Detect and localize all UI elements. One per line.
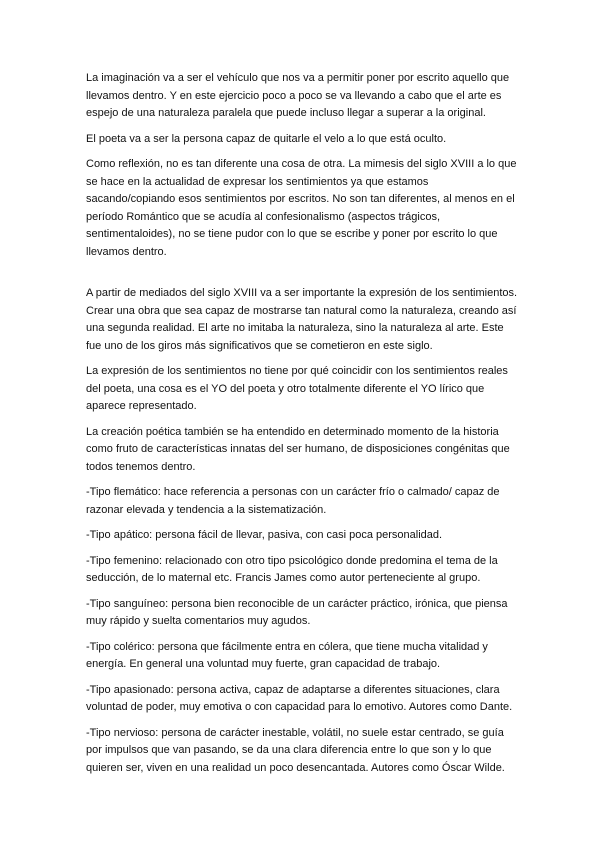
document-body — [86, 70, 518, 785]
list-item-tipo-flematico: -Tipo flemático: hace referencia a personas con un carácter frío o calmado/ capaz de razonar elevada y tendencia a la sistematización. — [86, 486, 500, 516]
paragraph-expresion-sentimientos: La expresión de los sentimientos no tiene por qué coincidir con los sentimientos reales del poeta, una cosa es el YO del poeta y otro totalmente diferente el YO lírico que aparece representado. — [86, 365, 508, 412]
paragraph-creacion-poetica: La creación poética también se ha entendido en determinado momento de la historia como fruto de características innatas del ser humano, de disposiciones congénitas que todos tenemos dentro. — [86, 425, 510, 473]
list-item-tipo-apatico: -Tipo apático: persona fácil de llevar, pasiva, con casi poca personalidad. — [86, 529, 443, 541]
list-item-tipo-apasionado: -Tipo apasionado: persona activa, capaz de adaptarse a diferentes situaciones, clara voluntad de poder, muy emotiva o con capacidad para lo emotivo. Autores como Dante. — [86, 683, 513, 713]
paragraph-poeta-velo: El poeta va a ser la persona capaz de quitarle el velo a lo que está oculto. — [86, 132, 447, 145]
list-item-tipo-sanguineo: -Tipo sanguíneo: persona bien reconocible de un carácter práctico, irónica, que piensa muy rápido y suelta comentarios muy agudos. — [86, 597, 508, 627]
list-item-tipo-nervioso: -Tipo nervioso: persona de carácter inestable, volátil, no suele estar centrado, se guía por impulsos que van pasando, se da una clara diferencia entre lo que son y lo que quieren ser, viven en una realidad un poco desencantada. Autores como Óscar Wilde. — [86, 726, 505, 774]
paragraph-siglo-xviii: A partir de mediados del siglo XVIII va a ser importante la expresión de los sentimientos. Crear una obra que sea capaz de mostrarse tan natural como la naturaleza, creando así una segunda realidad. El arte no imitaba la naturaleza, sino la naturaleza al arte. Este fue uno de los giros más significativos que se cometieron en este siglo. — [86, 287, 518, 352]
paragraph-reflexion: Como reflexión, no es tan diferente una cosa de otra. La mimesis del siglo XVIII a lo que se hace en la actualidad de expresar los sentimientos ya que estamos sacando/copiando esos sentimientos por escritos. No son tan diferentes, al menos en el período Romántico que se acudía al confesionalismo (aspectos trágicos, sentimentaloides), no se tiene pudor con lo que se escribe y poner por escrito lo que llevamos dentro. — [86, 158, 517, 258]
paragraph-imaginacion: La imaginación va a ser el vehículo que nos va a permitir poner por escrito aquello que llevamos dentro. Y en este ejercicio poco a poco se va llevando a cabo que el arte es espejo de una naturaleza paralela que puede incluso llegar a superar a la original. — [86, 72, 510, 119]
list-item-tipo-femenino: -Tipo femenino: relacionado con otro tipo psicológico donde predomina el tema de la seducción, de lo maternal etc. Francis James como autor perteneciente al grupo. — [86, 554, 498, 584]
list-item-tipo-colerico: -Tipo colérico: persona que fácilmente entra en cólera, que tiene mucha vitalidad y energía. En general una voluntad muy fuerte, gran capacidad de trabajo. — [86, 640, 488, 670]
